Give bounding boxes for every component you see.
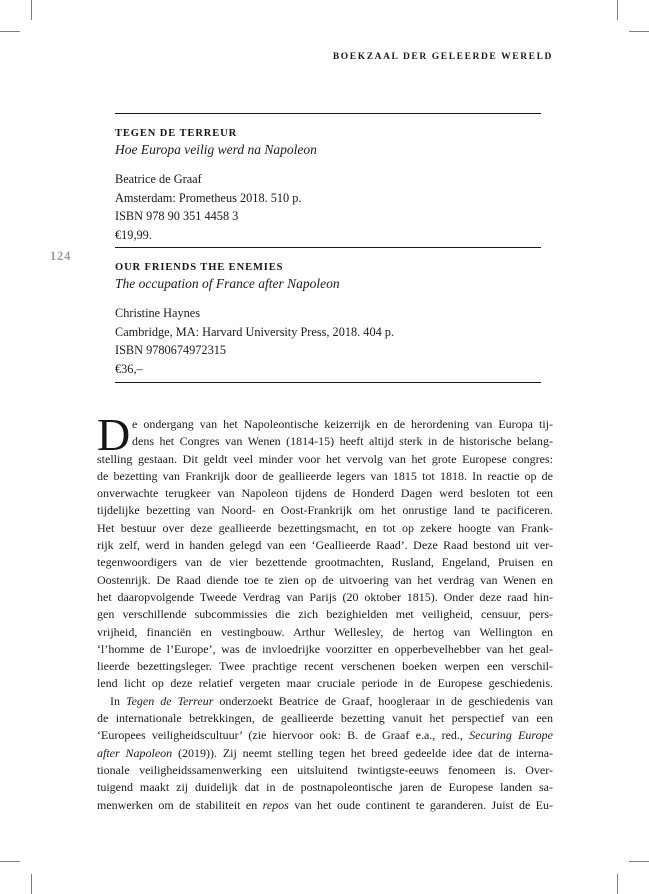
book-title: TEGEN DE TERREUR xyxy=(115,128,238,139)
book-entry-2 xyxy=(115,261,541,378)
page-number: 124 xyxy=(50,249,72,263)
book-imprint: Cambridge, MA: Harvard University Press, 2018. 404 p. xyxy=(115,324,395,339)
book-isbn: ISBN 9780674972315 xyxy=(115,343,227,358)
crop-mark-icon xyxy=(0,31,20,32)
body-line: Het bestuur over deze geallieerde bezettingsmacht, en tot op zekere hoogte van Frank- xyxy=(97,520,553,535)
body-line: ‘l’homme de l’Europe’, was de invloedrijke voorzitter en opperbevelhebber van het geal- xyxy=(97,641,553,656)
body-line: ‘Europees veiligheidscultuur’ (zie hiervoor ook: B. de Graaf e.a., red., Securing Europe xyxy=(97,728,553,743)
body-line: lend licht op deze relatief vergeten maar cruciale periode in de Europese geschiedenis. xyxy=(97,676,553,691)
body-line: tuigend maakt zij duidelijk dat in de postnapoleontische jaren de Europese landen sa- xyxy=(97,780,553,795)
body-line: tegenwoordigers van de vier bezettende grootmachten, Rusland, Engeland, Pruisen en xyxy=(97,555,553,570)
book-author: Christine Haynes xyxy=(115,306,201,320)
book-title: OUR FRIENDS THE ENEMIES xyxy=(115,262,284,273)
crop-mark-icon xyxy=(629,31,649,32)
crop-mark-icon xyxy=(617,0,618,20)
crop-mark-icon xyxy=(0,861,20,862)
crop-mark-icon xyxy=(617,874,618,894)
body-line: onverwachte terugkeer van Napoleon tijdens de Honderd Dagen werd besloten tot een xyxy=(97,486,553,501)
book-isbn: ISBN 978 90 351 4458 3 xyxy=(115,209,239,224)
divider-rule-bottom xyxy=(115,382,541,383)
body-line: lieerde bezettingsleger. Twee prachtige recent verschenen boeken werpen een verschil- xyxy=(97,659,553,674)
body-line: tionale veiligheidssamenwerking een uitsluitend twintigste-eeuws fenomeen is. Over- xyxy=(97,762,553,777)
book-subtitle: The occupation of France after Napoleon xyxy=(115,276,340,291)
crop-mark-icon xyxy=(31,0,32,20)
book-entry-1 xyxy=(115,127,541,244)
body-line: vrijheid, financiën en vestingbouw. Arthur Wellesley, de hertog van Wellington en xyxy=(97,624,553,639)
crop-mark-icon xyxy=(31,874,32,894)
body-line: het daaropvolgende Tweede Verdrag van Parijs (20 oktober 1815). Onder deze raad hin- xyxy=(97,589,553,604)
book-author: Beatrice de Graaf xyxy=(115,172,202,186)
book-price: €19,99. xyxy=(115,227,152,242)
body-line: dens het Congres van Wenen (1814-15) heeft altijd sterk in de historische belang- xyxy=(132,434,553,449)
body-line: In Tegen de Terreur onderzoekt Beatrice de Graaf, hoogleraar in de geschiedenis van xyxy=(110,693,554,708)
divider-rule-middle xyxy=(115,247,541,248)
review-body xyxy=(97,409,554,814)
running-header: BOEKZAAL DER GELEERDE WERELD xyxy=(332,52,553,62)
body-line: Oostenrijk. De Raad diende toe te zien op de uitvoering van het verdrag van Wenen en xyxy=(97,572,553,587)
body-line: e ondergang van het Napoleontische keizerrijk en de herordening van Europa tij- xyxy=(132,417,553,431)
body-line: tijdelijke bezetting van Noord- en Oost-Frankrijk om het onrustige land te pacificeren. xyxy=(97,503,553,518)
crop-mark-icon xyxy=(629,861,649,862)
divider-rule-top xyxy=(115,113,541,114)
book-subtitle: Hoe Europa veilig werd na Napoleon xyxy=(115,142,317,157)
body-line: stelling gestaan. Dit geldt veel minder voor het vervolg van het grote Europese congres: xyxy=(97,451,553,466)
book-price: €36,– xyxy=(115,361,143,376)
body-line: de internationale betrekkingen, de geallieerde bezetting vanuit het perspectief van een xyxy=(97,711,553,726)
body-line: after Napoleon (2019)). Zij neemt stelling tegen het breed gedeelde idee dat de interna- xyxy=(97,745,554,760)
body-line: rijk zelf, werd in handen gelegd van een ‘Geallieerde Raad’. Deze Raad bestond uit ver- xyxy=(97,538,553,553)
drop-cap: D xyxy=(97,409,131,460)
book-imprint: Amsterdam: Prometheus 2018. 510 p. xyxy=(115,190,302,205)
body-line: menwerken om de stabiliteit en repos van het oude continent te garanderen. Juist de Eu- xyxy=(97,797,553,812)
body-line: gen verschillende subcommissies die zich bezighielden met veiligheid, censuur, pers- xyxy=(97,607,553,622)
body-line: de bezetting van Frankrijk door de geallieerde legers van 1815 tot 1818. In reactie op de xyxy=(97,468,553,483)
